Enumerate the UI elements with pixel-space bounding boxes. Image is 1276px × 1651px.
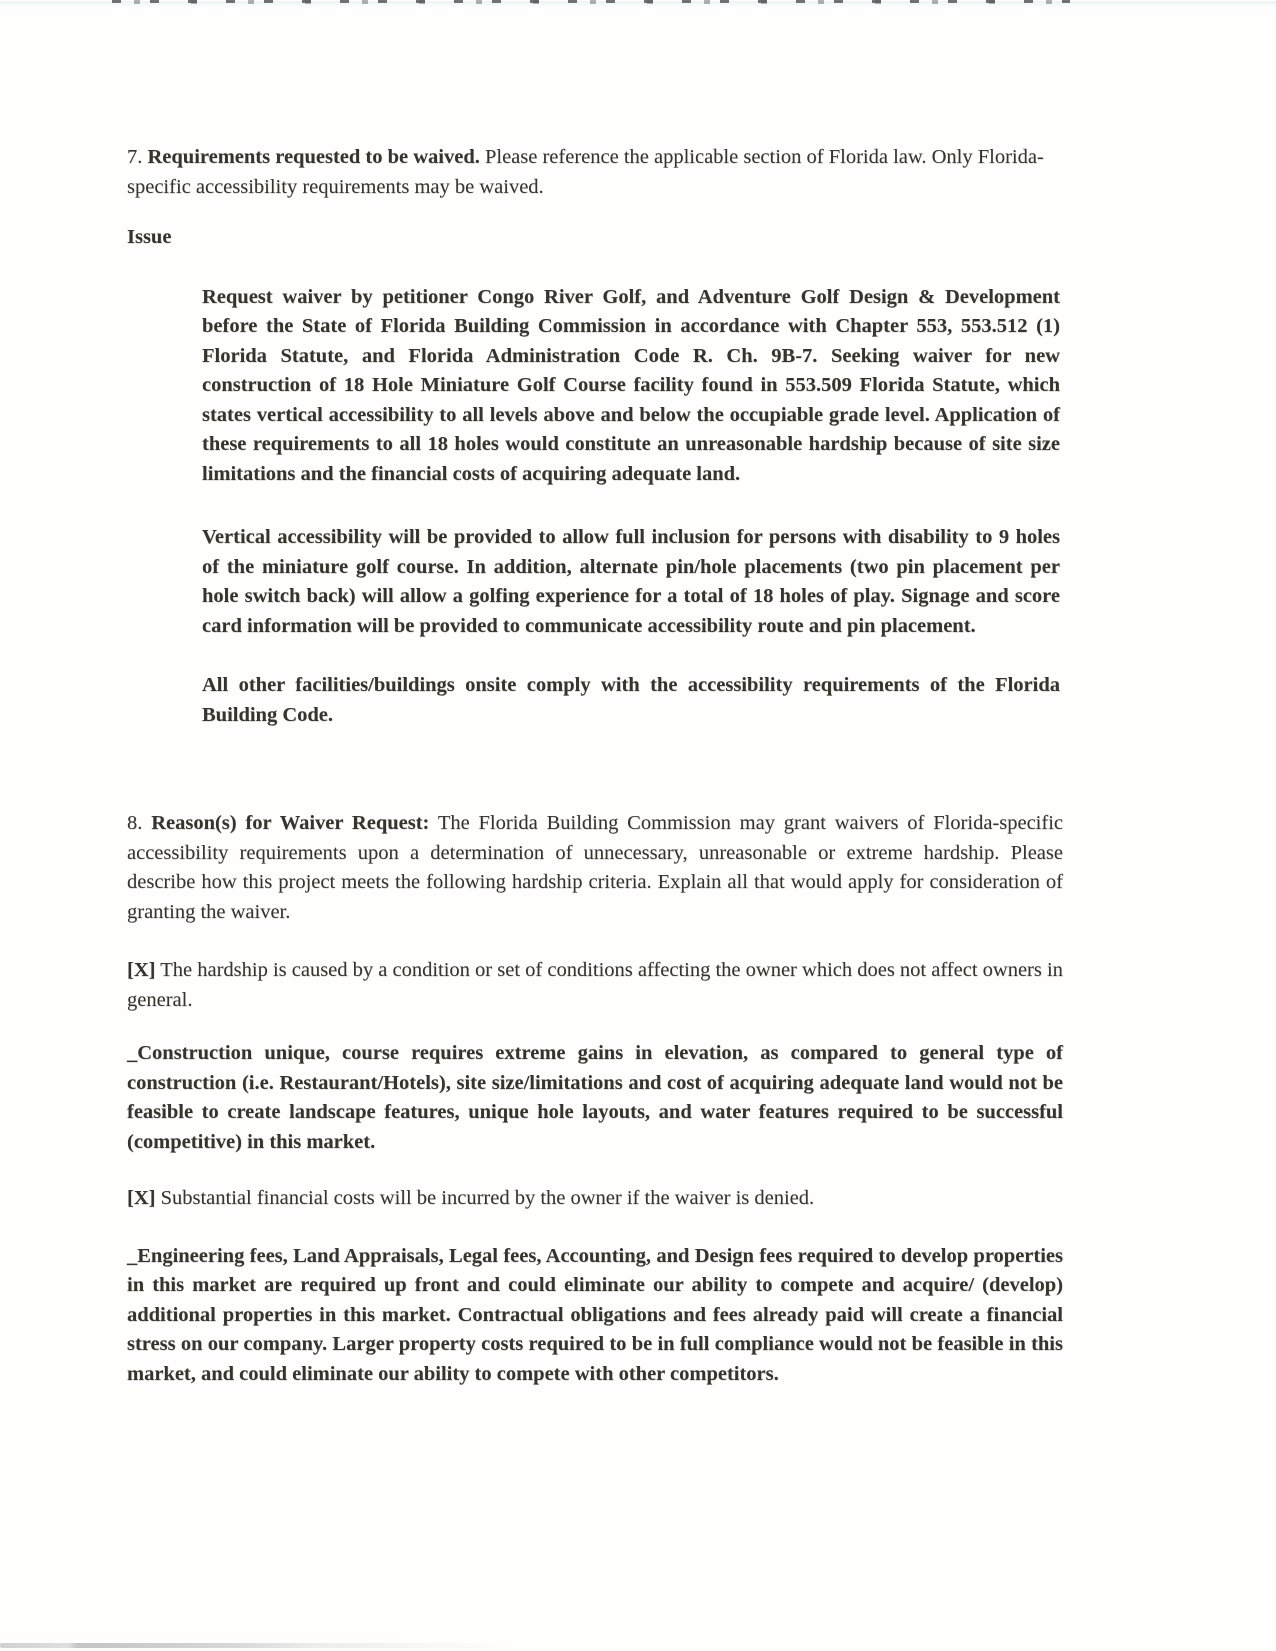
section-7-text: Please reference the applicable section of Florida law. Only Florida-specific accessibility requirements may be waived. [127,146,1044,198]
section-7-paragraph [127,143,1063,202]
hardship-explanation-fees: _Engineering fees, Land Appraisals, Legal fees, Accounting, and Design fees required to develop properties in this market are required up front and could eliminate our ability to compete and acquire/ (develop) additional properties in this market. Contractual obligations and fees already paid will create a financial stress on our company. Larger property costs required to be in full compliance would not be feasible in this market, and could eliminate our ability to compete with other competitors. [127,1244,1063,1385]
issue-paragraph-other-facilities: All other facilities/buildings onsite comply with the accessibility requirements of the Florida Building Code. [202,674,1060,726]
hardship-explanation-construction: _Construction unique, course requires extreme gains in elevation, as compared to general type of construction (i.e. Restaurant/Hotels), site size/limitations and cost of acquiring adequate land would not be feasible to create landscape features, unique hole layouts, and water features required to be successful (competitive) in this market. [127,1042,1063,1153]
section-8-paragraph [127,809,1063,927]
checkbox-2-text: Substantial financial costs will be incurred by the owner if the waiver is denied. [155,1187,815,1209]
section-8-number: 8. [127,812,152,834]
issue-heading: Issue [127,226,172,248]
checkbox-1-text: The hardship is caused by a condition or set of conditions affecting the owner which does not affect owners in general. [127,959,1063,1011]
hardship-criterion-2 [127,1184,1063,1214]
hardship-criterion-1 [127,956,1063,1015]
section-8-text: The Florida Building Commission may grant waivers of Florida-specific accessibility requirements upon a determination of unnecessary, unreasonable or extreme hardship. Please describe how this project meets the following hardship criteria. Explain all that would apply for consideration of granting the waiver. [127,812,1063,923]
issue-paragraph-request-waiver: Request waiver by petitioner Congo River Golf, and Adventure Golf Design & Development before the State of Florida Building Commission in accordance with Chapter 553, 553.512 (1) Florida Statute, and Florida Administration Code R. Ch. 9B-7. Seeking waiver for new construction of 18 Hole Miniature Golf Course facility found in 553.509 Florida Statute, which states vertical accessibility to all levels above and below the occupiable grade level. Application of these requirements to all 18 holes would constitute an unreasonable hardship because of site size limitations and the financial costs of acquiring adequate land. [202,285,1060,485]
section-7-number: 7. [127,146,148,168]
section-8-heading: Reason(s) for Waiver Request: [151,812,430,834]
checkbox-1-mark: [X] [127,959,156,981]
checkbox-2-mark: [X] [127,1187,156,1209]
scan-artifact-bottom-edge [0,1643,520,1648]
issue-paragraph-vertical-accessibility: Vertical accessibility will be provided to allow full inclusion for persons with disability to 9 holes of the miniature golf course. In addition, alternate pin/hole placements (two pin placement per hole switch back) will allow a golfing experience for a total of 18 holes of play. Signage and score card information will be provided to communicate accessibility route and pin placement. [202,526,1060,637]
document-content [127,0,1063,1389]
section-7-heading: Requirements requested to be waived. [147,146,480,168]
